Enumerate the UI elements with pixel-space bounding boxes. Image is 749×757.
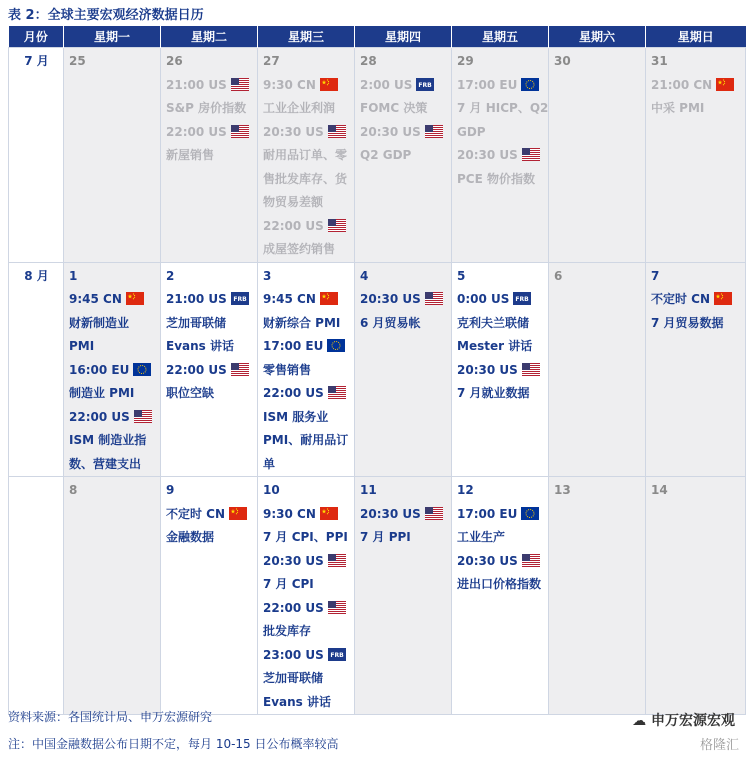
event-time — [457, 288, 544, 312]
event-text: 财新综合 PMI — [263, 315, 341, 330]
event-time — [166, 359, 253, 383]
us-flag-icon — [518, 363, 540, 377]
day-cell — [258, 262, 355, 477]
event-text: ISM 制造业指 — [69, 433, 147, 447]
wechat-icon: ☁ — [632, 713, 651, 729]
event-label — [69, 453, 156, 477]
event-text: ISM 服务业 — [263, 409, 329, 424]
event-label — [457, 382, 544, 406]
header-wed: 星期三 — [258, 26, 355, 48]
event-label — [651, 97, 741, 121]
week-row — [9, 477, 746, 715]
day-cell — [258, 477, 355, 715]
event-time — [360, 288, 447, 312]
us-flag-icon — [227, 125, 249, 139]
table-title: 表 2：全球主要宏观经济数据日历 — [8, 8, 204, 23]
event-text: 22:00 US — [263, 600, 324, 615]
event-label — [263, 526, 350, 550]
day-cell — [549, 477, 646, 715]
event-label — [263, 573, 350, 597]
day-number: 3 — [263, 268, 272, 283]
event-label — [651, 312, 741, 336]
month-cell — [9, 477, 64, 715]
eu-flag-icon — [129, 363, 151, 377]
event-label — [166, 312, 253, 336]
watermark: ☁ 申万宏源宏观 — [632, 713, 735, 729]
event-text: 17:00 EU — [457, 506, 518, 521]
event-time — [263, 597, 350, 621]
event-time — [166, 74, 253, 98]
day-number: 11 — [360, 483, 377, 497]
event-label — [263, 144, 350, 168]
svg-text:FRB: FRB — [233, 296, 247, 303]
day-cell — [258, 48, 355, 263]
event-time — [457, 359, 544, 383]
day-cell — [355, 262, 452, 477]
event-time — [263, 215, 350, 239]
event-label — [263, 312, 350, 336]
event-text: 9:45 CN — [69, 292, 122, 306]
event-time — [457, 503, 544, 527]
event-label — [263, 406, 350, 430]
us-flag-icon — [324, 125, 346, 139]
day-number: 1 — [69, 268, 78, 283]
eu-flag-icon — [517, 507, 539, 521]
source-note: 资料来源：各国统计局、申万宏源研究 — [8, 710, 213, 724]
event-text: 物贸易差额 — [263, 195, 324, 209]
event-text: 零售销售 — [263, 362, 312, 377]
cn-flag-icon — [316, 78, 338, 92]
event-label — [166, 526, 253, 550]
event-text: Evans 讲话 — [263, 694, 331, 709]
event-label — [166, 144, 253, 168]
watermark-secondary: 格隆汇 — [699, 738, 739, 753]
svg-text:FRB: FRB — [418, 81, 433, 89]
day-number: 6 — [554, 268, 563, 283]
event-time — [166, 121, 253, 145]
event-text: 20:30 US — [360, 124, 421, 139]
day-cell — [161, 262, 258, 477]
event-text: 7 月 PPI — [360, 530, 411, 544]
footnote: 注：中国金融数据公布日期不定，每月 10-15 日公布概率较高 — [8, 737, 339, 751]
frb-logo-icon — [412, 78, 434, 92]
event-label — [263, 191, 350, 215]
us-flag-icon — [227, 363, 249, 377]
day-number: 12 — [457, 483, 474, 497]
event-text: Q2 GDP — [360, 148, 412, 162]
event-label — [69, 335, 156, 359]
day-cell — [452, 477, 549, 715]
event-label — [166, 335, 253, 359]
event-text: 9:30 CN — [263, 506, 316, 521]
day-number: 31 — [651, 54, 668, 68]
event-text: 进出口价格指数 — [457, 577, 542, 591]
event-text: PCE 物价指数 — [457, 171, 535, 186]
event-time — [457, 74, 544, 98]
event-text: 22:00 US — [166, 362, 227, 377]
event-time — [166, 503, 253, 527]
header-month: 月份 — [9, 26, 64, 48]
day-number: 14 — [651, 483, 668, 497]
day-cell — [64, 262, 161, 477]
event-text: 20:30 US — [457, 148, 518, 162]
event-text: 16:00 EU — [69, 362, 130, 377]
event-time — [263, 382, 350, 406]
event-text: 工业生产 — [457, 530, 506, 544]
event-label — [360, 144, 447, 168]
event-label — [263, 691, 350, 715]
day-number: 26 — [166, 54, 183, 68]
event-text: 芝加哥联储 — [166, 315, 227, 330]
event-text: 金融数据 — [166, 530, 215, 544]
day-cell — [646, 262, 746, 477]
event-text: 0:00 US — [457, 292, 510, 306]
week-row — [9, 262, 746, 477]
event-text: 7 月 CPI、PPI — [263, 530, 348, 544]
us-flag-icon — [421, 507, 443, 521]
event-text: 22:00 US — [166, 124, 227, 139]
event-text: 7 月就业数据 — [457, 386, 530, 400]
event-time — [457, 550, 544, 574]
event-time — [263, 288, 350, 312]
event-text: 芝加哥联储 — [263, 671, 324, 685]
day-number: 29 — [457, 54, 474, 68]
event-time — [263, 335, 350, 359]
svg-text:FRB: FRB — [515, 296, 530, 303]
event-text: 20:30 US — [263, 124, 324, 139]
event-text: 20:30 US — [457, 362, 518, 377]
event-text: 单 — [263, 456, 276, 471]
us-flag-icon — [421, 125, 443, 139]
day-number: 28 — [360, 54, 377, 68]
event-text: 制造业 PMI — [69, 386, 135, 400]
event-label — [69, 312, 156, 336]
event-text: 不定时 CN — [651, 292, 711, 306]
event-time — [360, 121, 447, 145]
calendar-table — [8, 26, 746, 715]
event-label — [263, 238, 350, 262]
event-label — [360, 97, 447, 121]
week-row — [9, 48, 746, 263]
day-number: 13 — [554, 483, 571, 497]
cn-flag-icon — [122, 292, 144, 306]
event-label — [69, 429, 156, 453]
event-text: S&P 房价指数 — [166, 101, 247, 115]
event-text: 9:45 CN — [263, 292, 316, 306]
day-number: 7 — [651, 268, 660, 283]
event-text: 克利夫兰联储 — [457, 315, 530, 330]
day-number: 27 — [263, 54, 280, 68]
day-cell — [549, 48, 646, 263]
event-text: 2:00 US — [360, 77, 413, 92]
header-fri: 星期五 — [452, 26, 549, 48]
event-text: 21:00 US — [166, 77, 227, 92]
event-time — [166, 288, 253, 312]
event-time — [360, 503, 447, 527]
event-time — [651, 74, 741, 98]
day-cell — [452, 262, 549, 477]
event-text: 20:30 US — [457, 553, 518, 568]
header-row — [9, 26, 746, 48]
event-text: 批发库存 — [263, 624, 312, 638]
us-flag-icon — [518, 148, 540, 162]
us-flag-icon — [324, 386, 346, 400]
event-text: PMI — [69, 339, 95, 353]
event-label — [360, 526, 447, 550]
event-text: 中采 PMI — [651, 101, 705, 115]
event-text: 成屋签约销售 — [263, 242, 336, 256]
header-thu: 星期四 — [355, 26, 452, 48]
event-label — [457, 312, 544, 336]
day-number: 30 — [554, 54, 571, 68]
day-number: 10 — [263, 483, 280, 497]
event-time — [263, 74, 350, 98]
day-cell — [549, 262, 646, 477]
header-sun: 星期日 — [646, 26, 746, 48]
event-label — [263, 168, 350, 192]
us-flag-icon — [421, 292, 443, 306]
event-text: 21:00 US — [166, 292, 227, 306]
event-label — [263, 667, 350, 691]
day-cell — [161, 48, 258, 263]
cn-flag-icon — [710, 292, 732, 306]
us-flag-icon — [518, 554, 540, 568]
event-text: 21:00 CN — [651, 77, 713, 92]
event-time — [69, 359, 156, 383]
event-text: 23:00 US — [263, 647, 324, 662]
event-text: 售批发库存、货 — [263, 171, 348, 186]
event-label — [263, 97, 350, 121]
event-time — [263, 503, 350, 527]
us-flag-icon — [130, 410, 152, 424]
event-label — [457, 573, 544, 597]
event-label — [263, 429, 350, 453]
event-label — [263, 453, 350, 477]
day-number: 25 — [69, 54, 86, 68]
event-text: PMI、耐用品订 — [263, 433, 349, 447]
event-text: 20:30 US — [263, 553, 324, 568]
eu-flag-icon — [323, 339, 345, 353]
event-label — [360, 312, 447, 336]
cn-flag-icon — [316, 292, 338, 306]
event-label — [457, 168, 544, 192]
day-cell — [646, 477, 746, 715]
event-time — [69, 288, 156, 312]
event-text: 9:30 CN — [263, 77, 316, 92]
cn-flag-icon — [712, 78, 734, 92]
event-text: 7 月贸易数据 — [651, 315, 724, 330]
event-label — [457, 335, 544, 359]
day-cell — [355, 477, 452, 715]
day-cell — [452, 48, 549, 263]
frb-logo-icon — [509, 292, 531, 306]
event-text: 7 月 CPI — [263, 577, 314, 591]
event-text: 7 月 HICP、Q2 — [457, 101, 549, 115]
event-label — [457, 526, 544, 550]
cn-flag-icon — [316, 507, 338, 521]
header-sat: 星期六 — [549, 26, 646, 48]
event-text: 新屋销售 — [166, 148, 215, 162]
month-cell: 8 月 — [9, 262, 64, 477]
event-text: 20:30 US — [360, 292, 421, 306]
event-text: 20:30 US — [360, 506, 421, 521]
svg-text:FRB: FRB — [330, 651, 344, 659]
month-cell: 7 月 — [9, 48, 64, 263]
day-number: 9 — [166, 483, 175, 497]
day-cell — [161, 477, 258, 715]
event-label — [263, 359, 350, 383]
event-text: 财新制造业 — [69, 315, 130, 330]
event-text: 数、营建支出 — [69, 456, 142, 471]
event-time — [651, 288, 741, 312]
event-label — [166, 382, 253, 406]
event-text: 不定时 CN — [166, 506, 226, 521]
eu-flag-icon — [517, 78, 539, 92]
event-label — [263, 620, 350, 644]
frb-logo-icon — [227, 292, 249, 306]
event-label — [166, 97, 253, 121]
header-tue: 星期二 — [161, 26, 258, 48]
frb-logo-icon — [324, 648, 346, 662]
event-label — [69, 382, 156, 406]
event-text: GDP — [457, 124, 486, 139]
cn-flag-icon — [225, 507, 247, 521]
event-text: FOMC 决策 — [360, 101, 428, 115]
event-time — [263, 644, 350, 668]
event-text: 工业企业利润 — [263, 101, 336, 115]
event-text: Evans 讲话 — [166, 339, 234, 353]
event-text: 22:00 US — [263, 218, 324, 233]
day-cell — [64, 48, 161, 263]
event-label — [457, 121, 544, 145]
day-number: 8 — [69, 483, 78, 497]
us-flag-icon — [324, 219, 346, 233]
event-text: 22:00 US — [263, 386, 324, 400]
day-cell — [64, 477, 161, 715]
us-flag-icon — [227, 78, 249, 92]
day-cell — [355, 48, 452, 263]
day-number: 2 — [166, 268, 175, 283]
event-label — [457, 97, 549, 121]
day-number: 5 — [457, 268, 466, 283]
event-time — [263, 550, 350, 574]
us-flag-icon — [324, 554, 346, 568]
us-flag-icon — [324, 601, 346, 615]
event-time — [263, 121, 350, 145]
event-time — [69, 406, 156, 430]
event-time — [360, 74, 447, 98]
header-mon: 星期一 — [64, 26, 161, 48]
event-text: 17:00 EU — [263, 339, 324, 353]
event-text: 耐用品订单、零 — [263, 148, 348, 162]
event-text: 22:00 US — [69, 409, 130, 424]
event-text: Mester 讲话 — [457, 339, 533, 353]
day-cell — [646, 48, 746, 263]
day-number: 4 — [360, 268, 369, 283]
event-time — [457, 144, 544, 168]
event-text: 6 月贸易帐 — [360, 315, 421, 330]
event-text: 17:00 EU — [457, 77, 518, 92]
event-text: 职位空缺 — [166, 386, 215, 400]
